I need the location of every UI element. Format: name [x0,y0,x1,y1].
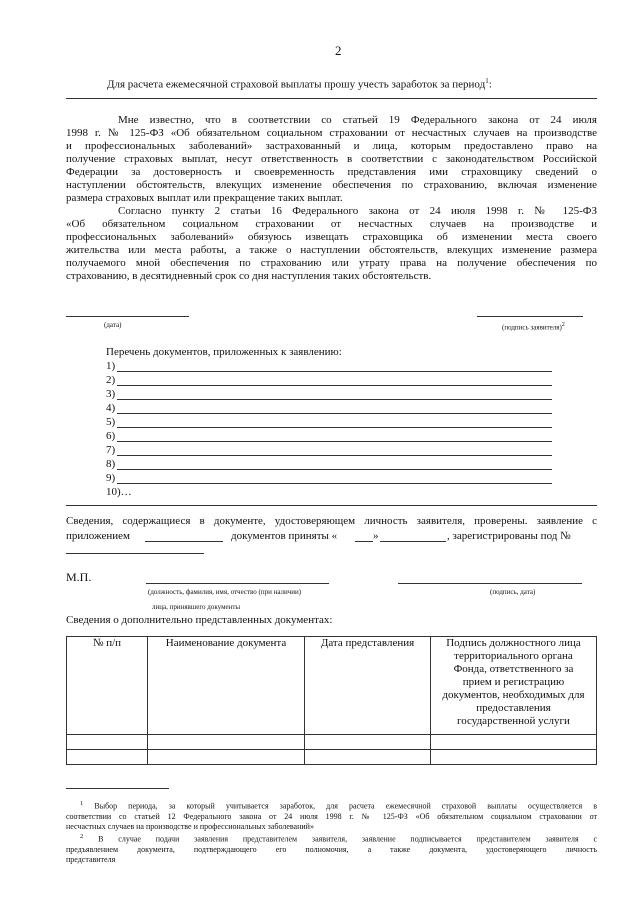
verification-text: Сведения, содержащиеся в документе, удостоверяющем личность заявителя, проверены. заявление с [66,515,597,527]
list-item: 7) [106,444,552,457]
table-row [67,735,597,750]
list-item-last: 10)… [106,486,132,498]
date-line [66,316,189,317]
page-number: 2 [335,43,342,58]
table-row [67,750,597,765]
list-item: 8) [106,458,552,471]
table-header-row [67,637,597,735]
attachments-count-line [145,541,223,542]
table-cell [305,735,431,750]
header-official-signature: Подпись должностного лица территориального органа Фонда, ответственного за прием и регистрацию документов, необходимых для предоставления государственной услуги [431,637,597,735]
period-input-line [66,98,597,99]
obligation-paragraph: Согласно пункту 2 статьи 16 Федерального закона от 24 июля 1998 г. № 125-ФЗ «Об обязательном социальном страховании от несчастных случаев на производстве и профессиональных заболеваний» обязуюсь извещать страховщика об изменении места своего жительства или места работы, а также о наступлении обстоятельств, влекущих изменение размера получаемого мной обеспечения по страхованию или утрату права на получение обеспечения по страхованию, в десятидневный срок со дня наступления таких обстоятельств. [66,205,597,282]
footnote-2: $^2$ В случае подачи заявления представителем заявителя, заявление подписывается представителем заявителя с предъявлением документа, подтверждающего его полномочия, а также документа, удостоверяющего личность представителя [66,833,597,864]
list-item: 9) [106,472,552,485]
table-cell [431,750,597,765]
header-number: № п/п [67,637,148,735]
list-item: 5) [106,416,552,429]
liability-paragraph: Мне известно, что в соответствии со статьей 19 Федерального закона от 24 июля 1998 г. № 125-ФЗ «Об обязательном социальном страховании от несчастных случаев на производстве и профессиональных заболеваний» застрахованный и лица, которым предоставлено право на получение страховых выплат, несут ответственность в соответствии с законодательством Российской Федерации за достоверность и своевременность представления ими страховщику сведений о наступлении обстоятельств, влекущих изменение обеспечения по страхованию, включая изменение размера страховых выплат или прекращение таких выплат. [66,114,597,204]
official-caption-line2: лица, принявшего документы [152,603,241,611]
verification-text-2: приложением [66,530,130,542]
official-name-line [146,583,329,584]
table-cell [305,750,431,765]
separator-line [66,505,597,506]
additional-docs-title: Сведения о дополнительно представленных документах: [66,614,333,626]
official-signature-caption: (подпись, дата) [490,588,536,596]
official-caption-line1: (должность, фамилия, имя, отчество (при наличии) [148,588,302,596]
applicant-signature-line [477,316,583,317]
list-item: 3) [106,388,552,401]
table-cell [431,735,597,750]
table-cell [148,735,305,750]
date-caption: (дата) [104,321,122,329]
table-cell [67,750,148,765]
registration-number-line [66,553,204,554]
month-line [380,541,446,542]
verification-quote-close: » [373,530,379,542]
list-item: 1) [106,360,552,373]
stamp-mark: М.П. [66,570,92,584]
verification-text-4: , зарегистрированы под № [447,530,571,542]
verification-text-3: документов приняты « [231,530,338,542]
header-submission-date: Дата представления [305,637,431,735]
period-request-text: Для расчета ежемесячной страховой выплаты прошу учесть заработок за период$^1$: [107,77,492,91]
applicant-signature-caption: (подпись заявителя)$^2$ [502,322,565,332]
list-item: 6) [106,430,552,443]
official-signature-line [398,583,582,584]
footnote-1: $^1$ Выбор периода, за который учитывается заработок, для расчета ежемесячной страховой выплаты осуществляется в соответствии со статьей 12 Федерального закона от 24 июля 1998 г. № 125-ФЗ «Об обязательном социальном страховании от несчастных случаев на производстве и профессиональных заболеваний» [66,800,598,831]
table-cell [148,750,305,765]
day-line [355,541,373,542]
documents-list-title: Перечень документов, приложенных к заявлению: [106,346,342,358]
list-item: 2) [106,374,552,387]
footnote-separator [66,788,169,789]
list-item: 4) [106,402,552,415]
additional-docs-table [66,636,597,765]
header-document-name: Наименование документа [148,637,305,735]
table-cell [67,735,148,750]
